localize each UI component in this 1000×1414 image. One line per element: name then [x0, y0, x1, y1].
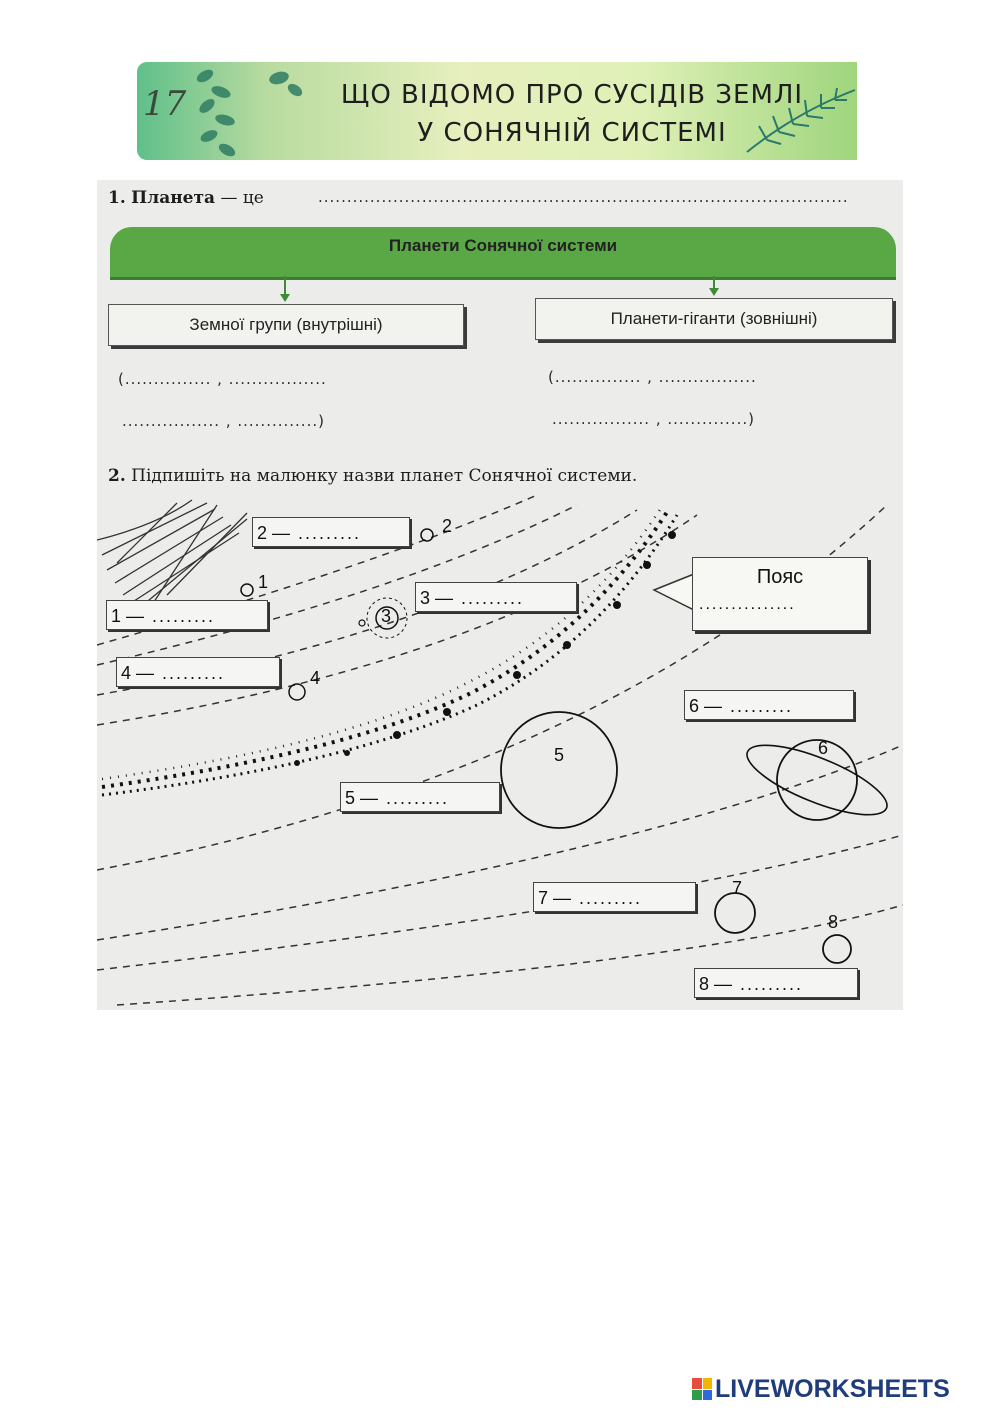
inner-group-answer-line2[interactable]: ................. , ..............)	[122, 412, 325, 430]
inner-group-answer-line1[interactable]: (............... , .................	[118, 370, 327, 388]
planet-2-label-field[interactable]: 2 — .........	[252, 517, 410, 547]
planet-7-label-field[interactable]: 7 — .........	[533, 882, 696, 912]
lesson-number: 17	[143, 84, 187, 124]
liveworksheets-logo	[692, 1376, 950, 1402]
task1-number: 1.	[108, 188, 126, 208]
liveworksheets-mark-icon	[692, 1378, 712, 1400]
planet-number-3: 3	[381, 606, 392, 626]
planet-number-8: 8	[828, 912, 839, 932]
planet-1-icon	[241, 584, 253, 596]
task1-answer-field[interactable]: ............................................................................................	[318, 188, 849, 206]
classification-title: Планети Сонячної системи	[388, 236, 618, 255]
planet-2-icon	[421, 529, 433, 541]
planet-number-6: 6	[818, 738, 829, 758]
planet-number-7: 7	[732, 878, 743, 898]
planet-5-label-field[interactable]: 5 — .........	[340, 782, 500, 812]
planet-number-4: 4	[310, 668, 321, 688]
task1-dash: — це	[220, 188, 264, 208]
planet-8-icon	[823, 935, 851, 963]
lesson-banner	[137, 62, 857, 160]
belt-answer-dots: ...............	[699, 596, 796, 613]
leaf-decoration-icon	[187, 62, 307, 160]
classification-banner	[110, 227, 896, 277]
outer-group-answer-line2[interactable]: ................. , ..............)	[552, 410, 755, 428]
task2-question	[108, 466, 637, 486]
sun-icon	[97, 500, 247, 610]
planet-4-label-field[interactable]: 4 — .........	[116, 657, 280, 687]
planet-5-icon	[501, 712, 617, 828]
asteroid-belt-label-field[interactable]	[692, 557, 868, 631]
planet-1-label-field[interactable]: 1 — .........	[106, 600, 268, 630]
planet-3-label-field[interactable]: 3 — .........	[415, 582, 577, 612]
planet-7-icon	[715, 893, 755, 933]
task1-question	[108, 188, 264, 208]
inner-group-box: Земної групи (внутрішні)	[108, 304, 464, 346]
planet-6-icon	[739, 732, 895, 829]
outer-group-box: Планети-гіганти (зовнішні)	[535, 298, 893, 340]
brand-name: LIVEWORKSHEETS	[715, 1374, 950, 1403]
banner-title-line1: ЩО ВІДОМО ПРО СУСІДІВ ЗЕМЛІ	[340, 80, 804, 110]
belt-pointer-icon	[652, 570, 696, 616]
planet-number-5: 5	[554, 745, 565, 765]
planet-number-2: 2	[442, 516, 453, 536]
planet-8-label-field[interactable]: 8 — .........	[694, 968, 858, 998]
task1-term: Планета	[131, 188, 216, 208]
banner-title-line2: У СОНЯЧНІЙ СИСТЕМІ	[417, 118, 727, 148]
planet-number-1: 1	[258, 572, 269, 592]
task2-number: 2.	[108, 466, 126, 486]
task2-instruction: Підпишіть на малюнку назви планет Сонячної системи.	[131, 466, 638, 486]
planet-4-icon	[289, 684, 305, 700]
outer-group-answer-line1[interactable]: (............... , .................	[548, 368, 757, 386]
belt-title: Пояс	[756, 566, 804, 588]
planet-6-label-field[interactable]: 6 — .........	[684, 690, 854, 720]
